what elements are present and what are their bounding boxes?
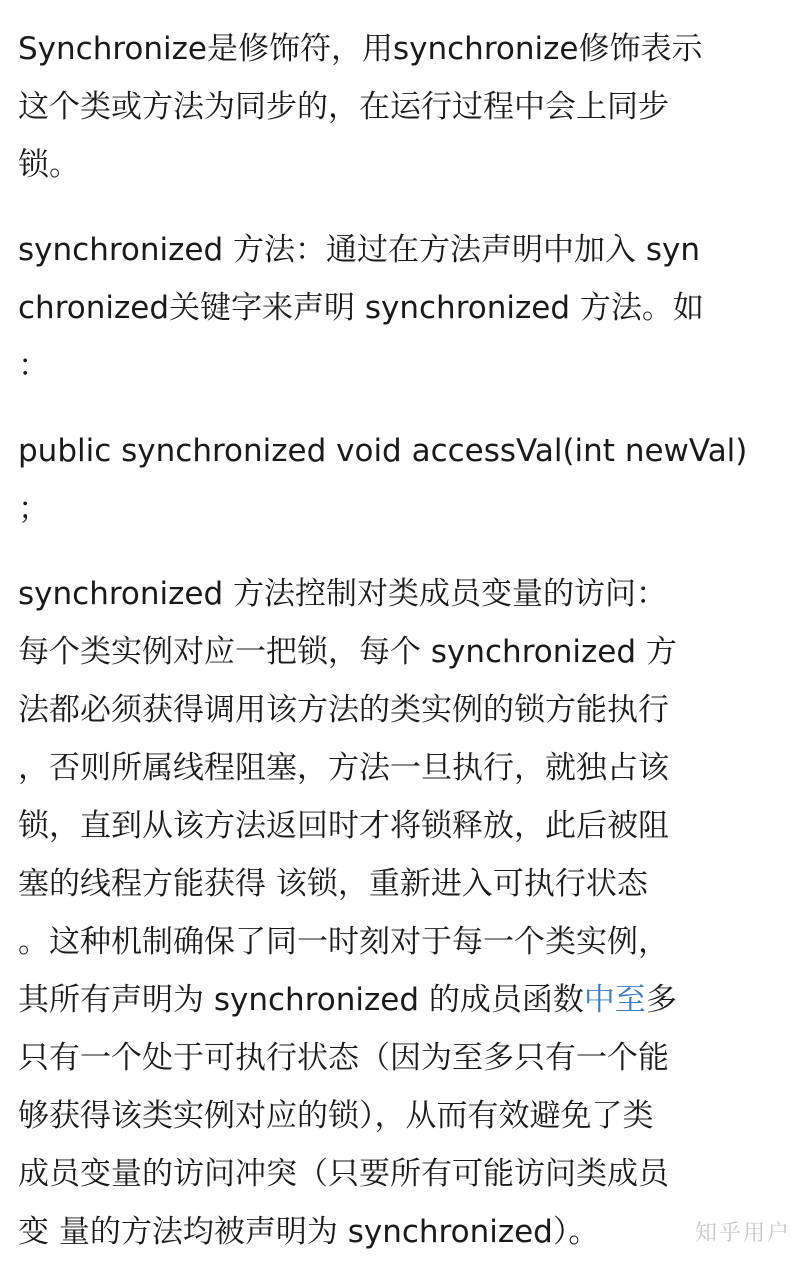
text-segment: 多	[645, 982, 677, 1018]
text-line: 每个类实例对应一把锁，每个 synchronized 方	[18, 634, 677, 670]
watermark: 知乎用户	[694, 1221, 791, 1246]
article-body	[18, 20, 793, 1261]
text-line: 这个类或方法为同步的，在运行过程中会上同步	[18, 89, 669, 125]
text-line: 法都必须获得调用该方法的类实例的锁方能执行	[18, 692, 669, 728]
text-line: synchronized 方法：通过在方法声明中加入 syn	[18, 232, 700, 268]
paragraph-4	[18, 565, 793, 1261]
text-line-with-link	[18, 971, 793, 1029]
text-line: chronized关键字来声明 synchronized 方法。如	[18, 290, 704, 326]
text-line: Synchronize是修饰符，用synchronize修饰表示	[18, 31, 703, 67]
text-line: 变 量的方法均被声明为 synchronized）。	[18, 1214, 600, 1250]
inline-link[interactable]: 中至	[583, 982, 646, 1018]
text-line: synchronized 方法控制对类成员变量的访问：	[18, 576, 668, 612]
text-segment: 其所有声明为 synchronized 的成员函数	[18, 982, 584, 1018]
text-line: 。这种机制确保了同一时刻对于每一个类实例，	[18, 924, 669, 960]
text-line: 只有一个处于可执行状态（因为至多只有一个能	[18, 1040, 669, 1076]
code-line: public synchronized void accessVal(int newVal)	[18, 433, 748, 469]
paragraph-3-code	[18, 422, 793, 538]
text-line: ，否则所属线程阻塞，方法一旦执行，就独占该	[18, 750, 669, 786]
text-line: 塞的线程方能获得 该锁，重新进入可执行状态	[18, 866, 648, 902]
text-line: 成员变量的访问冲突（只要所有可能访问类成员	[18, 1156, 669, 1192]
text-line: 锁，直到从该方法返回时才将锁释放，此后被阻	[18, 808, 669, 844]
text-line: ：	[18, 348, 49, 384]
paragraph-2	[18, 221, 793, 395]
text-line: 锁。	[18, 147, 80, 183]
text-line: 够获得该类实例对应的锁），从而有效避免了类	[18, 1098, 654, 1134]
paragraph-1	[18, 20, 793, 194]
code-line: ；	[18, 491, 49, 527]
